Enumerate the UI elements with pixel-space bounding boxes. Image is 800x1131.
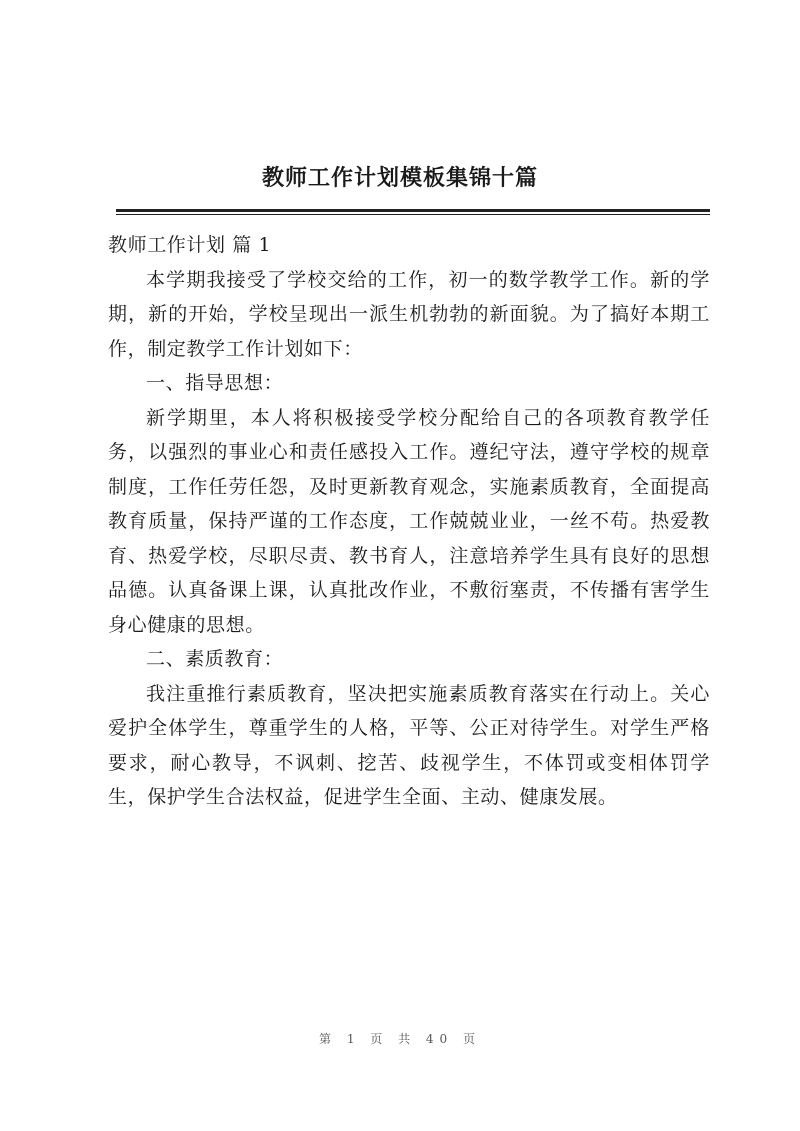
- page-footer: 第 1 页 共 40 页: [319, 1032, 481, 1046]
- document-body: [108, 228, 710, 815]
- title-rule: [116, 209, 710, 212]
- paragraph-intro: 本学期我接受了学校交给的工作，初一的数学教学工作。新的学期，新的开始，学校呈现出一派生机勃勃的新面貌。为了搞好本期工作，制定教学工作计划如下：: [108, 268, 710, 360]
- subheading-quality-education: 二、素质教育：: [146, 648, 284, 670]
- title-rule-thin: [116, 214, 710, 215]
- paragraph-quality-education: 我注重推行素质教育，坚决把实施素质教育落实在行动上。关心爱护全体学生，尊重学生的人格，平等、公正对待学生。对学生严格要求，耐心教导，不讽刺、挖苦、歧视学生，不体罚或变相体罚学生，保护学生合法权益，促进学生全面、主动、健康发展。: [108, 682, 710, 808]
- subheading-guiding-thought: 一、指导思想：: [146, 372, 284, 394]
- section-heading: 教师工作计划 篇 1: [108, 234, 272, 256]
- paragraph-guiding-thought: 新学期里，本人将积极接受学校分配给自己的各项教育教学任务，以强烈的事业心和责任感投入工作。遵纪守法，遵守学校的规章制度，工作任劳任怨，及时更新教育观念，实施素质教育，全面提高教育质量，保持严谨的工作态度，工作兢兢业业，一丝不苟。热爱教育、热爱学校，尽职尽责、教书育人，注意培养学生具有良好的思想品德。认真备课上课，认真批改作业，不敷衍塞责，不传播有害学生身心健康的思想。: [108, 406, 710, 636]
- page-title: 教师工作计划模板集锦十篇: [261, 165, 538, 191]
